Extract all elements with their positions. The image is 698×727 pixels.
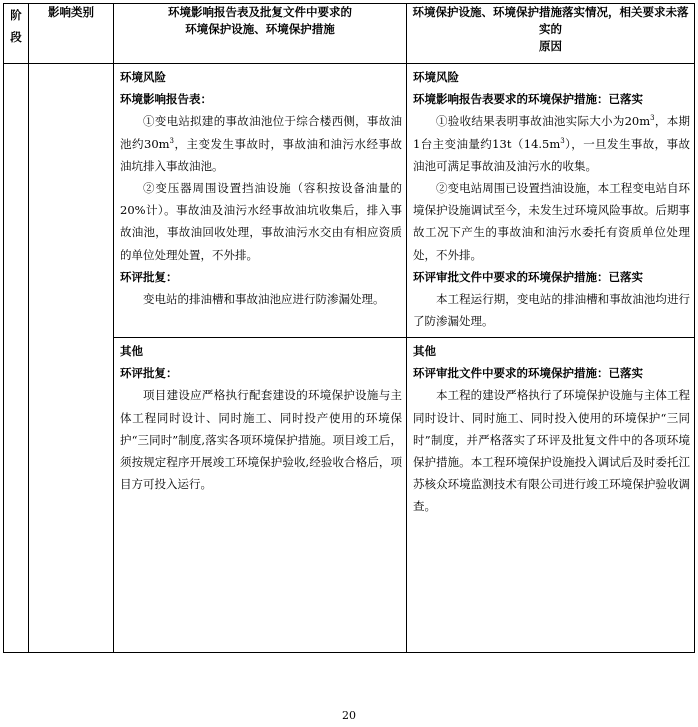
risk-implementation-cell [407, 64, 695, 338]
risk-right-paragraph-3: 本工程运行期，变电站的排油槽和事故油池均进行了防渗漏处理。 [413, 292, 690, 329]
other-requirement-cell [114, 338, 407, 653]
header-requirement-line1: 环境影响报告表及批复文件中要求的 [168, 5, 352, 19]
risk-left-subheading-approval: 环评批复： [120, 269, 178, 284]
header-stage: 阶段 [4, 4, 29, 64]
risk-left-subheading-report: 环境影响报告表： [120, 92, 212, 107]
measures-table [3, 3, 695, 653]
risk-left-paragraph-1: ①变电站拟建的事故油池位于综合楼西侧，事故油池约$30m^3$，主变发生事故时，事故油和油污水经事故油坑排入事故油池。 [120, 114, 402, 173]
other-left-subheading-approval: 环评批复： [120, 366, 178, 381]
risk-right-subheading-report: 环境影响报告表要求的环境保护措施：已落实 [413, 92, 643, 107]
other-right-paragraph-1: 本工程的建设严格执行了环境保护设施与主体工程同时设计、同时施工、同时投入使用的环境保护“三同时”制度，并严格落实了环评及批复文件中的各项环境保护措施。本工程环境保护设施投入调试后及时委托江苏核众环境监测技术有限公司进行竣工环境保护验收调查。 [413, 388, 690, 514]
risk-right-paragraph-1: ①验收结果表明事故油池实际大小为$20m^3$，本期1台主变油量约$13t(14.5m^3)$，一旦发生事故，事故油池可满足事故油及油污水的收集。 [413, 114, 690, 173]
other-right-subheading-approval: 环评审批文件中要求的环境保护措施：已落实 [413, 366, 643, 381]
table-header-row [4, 4, 695, 64]
header-implementation [407, 4, 695, 64]
header-implementation-line2: 原因 [539, 39, 562, 53]
risk-left-paragraph-3: 变电站的排油槽和事故油池应进行防渗漏处理。 [143, 292, 385, 307]
other-left-paragraph-1: 项目建设应严格执行配套建设的环境保护设施与主体工程同时设计、同时施工、同时投产使用的环境保护“三同时”制度,落实各项环境保护措施。项目竣工后，须按规定程序开展竣工环境保护验收,经验收合格后，项目方可投入运行。 [120, 388, 402, 492]
header-implementation-line1: 环境保护设施、环境保护措施落实情况，相关要求未落实的 [412, 5, 689, 36]
other-right-title: 其他 [413, 344, 436, 358]
category-cell [29, 64, 114, 653]
header-requirement [114, 4, 407, 64]
risk-requirement-cell [114, 64, 407, 338]
risk-left-title: 环境风险 [120, 70, 166, 84]
risk-right-paragraph-2: ②变电站周围已设置挡油设施，本工程变电站自环境保护设施调试至今，未发生过环境风险事故。后期事故工况下产生的事故油和油污水委托有资质单位处理处，不外排。 [413, 181, 690, 262]
other-implementation-cell [407, 338, 695, 653]
table-row-environmental-risk [4, 64, 695, 338]
risk-left-paragraph-2: ②变压器周围设置挡油设施（容积按设备油量的20%计）。事故油及油污水经事故油坑收集后，排入事故油池，事故油回收处理，事故油污水交由有相应资质的单位处理处置，不外排。 [120, 181, 402, 262]
stage-cell [4, 64, 29, 653]
header-requirement-line2: 环境保护设施、环境保护措施 [185, 22, 335, 36]
page-number: 20 [342, 709, 356, 722]
header-category: 影响类别 [29, 4, 114, 64]
risk-right-title: 环境风险 [413, 70, 459, 84]
other-left-title: 其他 [120, 344, 143, 358]
risk-right-subheading-approval: 环评审批文件中要求的环境保护措施：已落实 [413, 269, 643, 284]
